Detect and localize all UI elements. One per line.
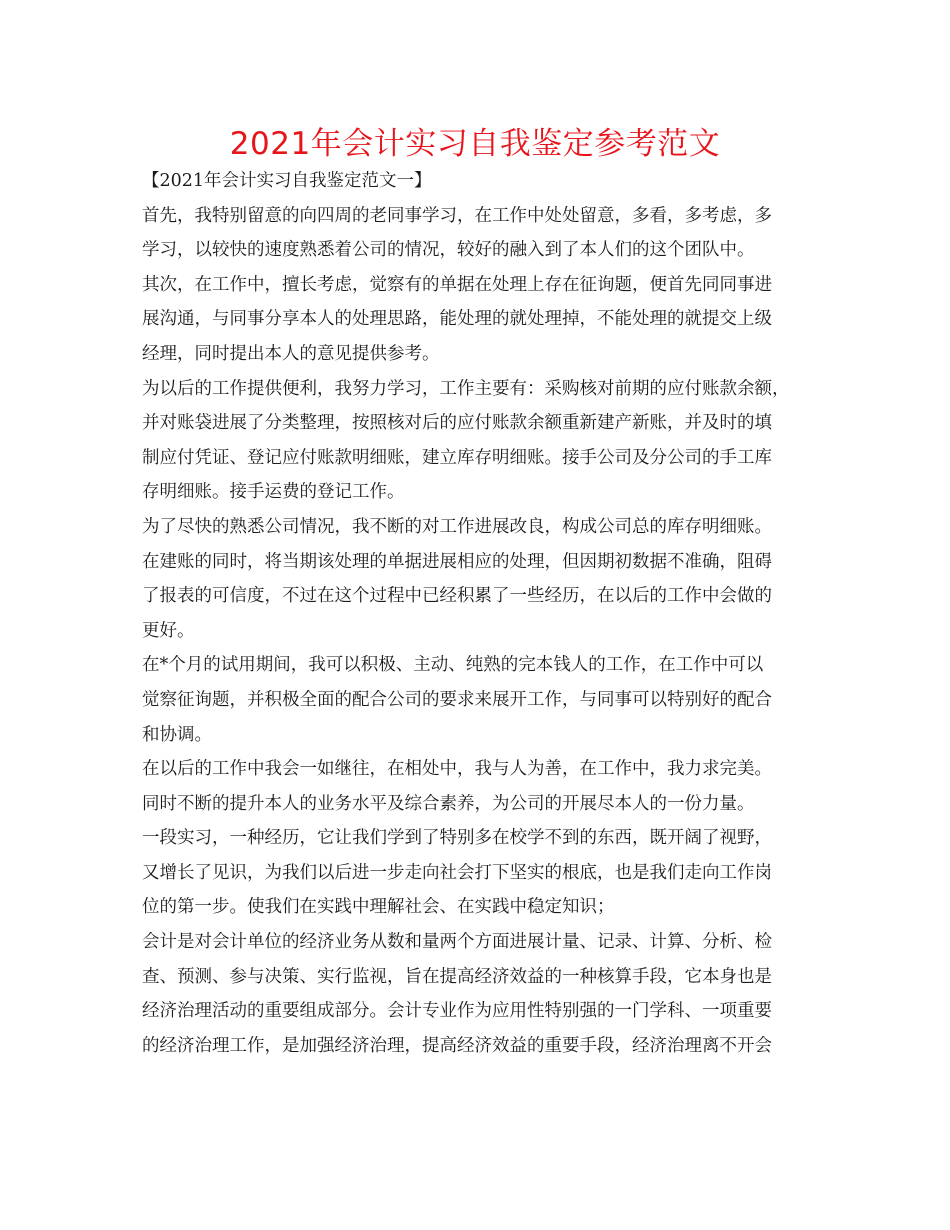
body-line: 查、预测、参与决策、实行监视，旨在提高经济效益的一种核算手段，它本身也是 [142, 966, 772, 987]
body-line: 为了尽快的熟悉公司情况，我不断的对工作进展改良，构成公司总的库存明细账。 [142, 516, 772, 537]
body-line: 和协调。 [142, 724, 212, 745]
body-line: 更好。 [142, 620, 195, 641]
body-line: 经济治理活动的重要组成部分。会计专业作为应用性特别强的一门学科、一项重要 [142, 1001, 772, 1022]
body-line: 并对账袋进展了分类整理，按照核对后的应付账款余额重新建产新账，并及时的填 [142, 413, 772, 434]
body-line: 一段实习，一种经历，它让我们学到了特别多在校学不到的东西，既开阔了视野， [142, 828, 772, 849]
body-line: 又增长了见识，为我们以后进一步走向社会打下坚实的根底，也是我们走向工作岗 [142, 862, 772, 883]
body-line: 觉察征询题，并积极全面的配合公司的要求来展开工作，与同事可以特别好的配合 [142, 689, 772, 710]
document-body [142, 164, 822, 1063]
body-line: 在建账的同时，将当期该处理的单据进展相应的处理，但因期初数据不准确，阻碍 [142, 551, 772, 572]
body-line: 了报表的可信度，不过在这个过程中已经积累了一些经历，在以后的工作中会做的 [142, 586, 772, 607]
body-line: 在以后的工作中我会一如继往，在相处中，我与人为善，在工作中，我力求完美。 [142, 759, 772, 780]
section-heading: 【2021年会计实习自我鉴定范文一】 [142, 171, 432, 191]
body-line: 学习，以较快的速度熟悉着公司的情况，较好的融入到了本人们的这个团队中。 [142, 240, 755, 261]
body-line: 制应付凭证、登记应付账款明细账，建立库存明细账。接手公司及分公司的手工库 [142, 447, 772, 468]
body-line: 经理，同时提出本人的意见提供参考。 [142, 343, 440, 364]
body-line: 存明细账。接手运费的登记工作。 [142, 482, 405, 503]
body-line: 同时不断的提升本人的业务水平及综合素养，为公司的开展尽本人的一份力量。 [142, 793, 755, 814]
body-line: 展沟通，与同事分享本人的处理思路，能处理的就处理掉，不能处理的就提交上级 [142, 309, 772, 330]
body-line: 首先，我特别留意的向四周的老同事学习，在工作中处处留意，多看，多考虑，多 [142, 205, 772, 226]
body-line: 其次，在工作中，擅长考虑，觉察有的单据在处理上存在征询题，便首先同同事进 [142, 274, 772, 295]
body-line: 在*个月的试用期间，我可以积极、主动、纯熟的完本钱人的工作，在工作中可以 [142, 655, 764, 676]
body-line: 位的第一步。使我们在实践中理解社会、在实践中稳定知识； [142, 897, 615, 918]
body-line: 的经济治理工作，是加强经济治理，提高经济效益的重要手段，经济治理离不开会 [142, 1035, 772, 1056]
body-line: 为以后的工作提供便利，我努力学习，工作主要有：采购核对前期的应付账款余额， [142, 378, 790, 399]
document-title: 2021年会计实习自我鉴定参考范文 [229, 126, 721, 162]
body-line: 会计是对会计单位的经济业务从数和量两个方面进展计量、记录、计算、分析、检 [142, 932, 772, 953]
